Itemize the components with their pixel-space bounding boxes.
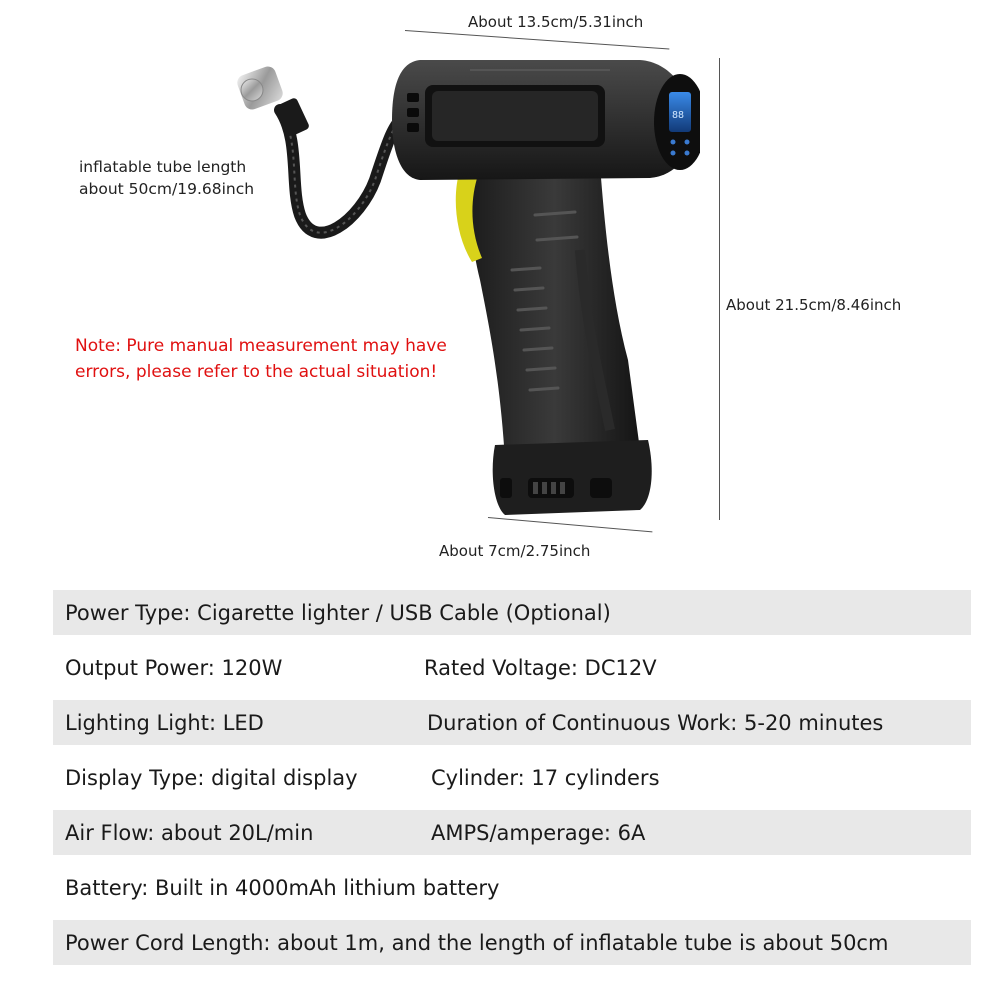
spec-lighting: Lighting Light: LED [65, 710, 264, 735]
spec-row [53, 645, 971, 690]
pump-base [493, 440, 652, 515]
svg-text:88: 88 [672, 110, 685, 121]
spec-power-type: Power Type: Cigarette lighter / USB Cable (Optional) [65, 600, 611, 625]
spec-rated-voltage: Rated Voltage: DC12V [424, 655, 657, 680]
pump-handle [469, 165, 640, 460]
spec-row [53, 590, 971, 635]
air-pump-illustration [200, 40, 700, 530]
spec-air-flow: Air Flow: about 20L/min [65, 820, 314, 845]
spec-row [53, 700, 971, 745]
measurement-note: Note: Pure manual measurement may have errors, please refer to the actual situation! [75, 336, 447, 382]
spec-power-cord: Power Cord Length: about 1m, and the length of inflatable tube is about 50cm [65, 930, 889, 955]
spec-output-power: Output Power: 120W [65, 655, 283, 680]
spec-battery: Battery: Built in 4000mAh lithium battery [65, 875, 500, 900]
spec-row [53, 865, 971, 910]
spec-row [53, 920, 971, 965]
tube-length-line2: about 50cm/19.68inch [79, 180, 255, 198]
spec-cylinder: Cylinder: 17 cylinders [431, 765, 660, 790]
spec-row [53, 810, 971, 855]
spec-continuous-work: Duration of Continuous Work: 5-20 minutes [427, 710, 884, 735]
tube-length-line1: inflatable tube length [79, 158, 247, 176]
spec-display-type: Display Type: digital display [65, 765, 358, 790]
right-dimension-line [719, 58, 720, 520]
top-dimension-label: About 13.5cm/5.31inch [468, 13, 644, 31]
spec-row [53, 755, 971, 800]
bottom-dimension-label: About 7cm/2.75inch [439, 542, 591, 560]
right-dimension-label: About 21.5cm/8.46inch [726, 296, 902, 314]
spec-table [53, 590, 971, 975]
hose-chuck [276, 97, 310, 137]
spec-amperage: AMPS/amperage: 6A [431, 820, 646, 845]
